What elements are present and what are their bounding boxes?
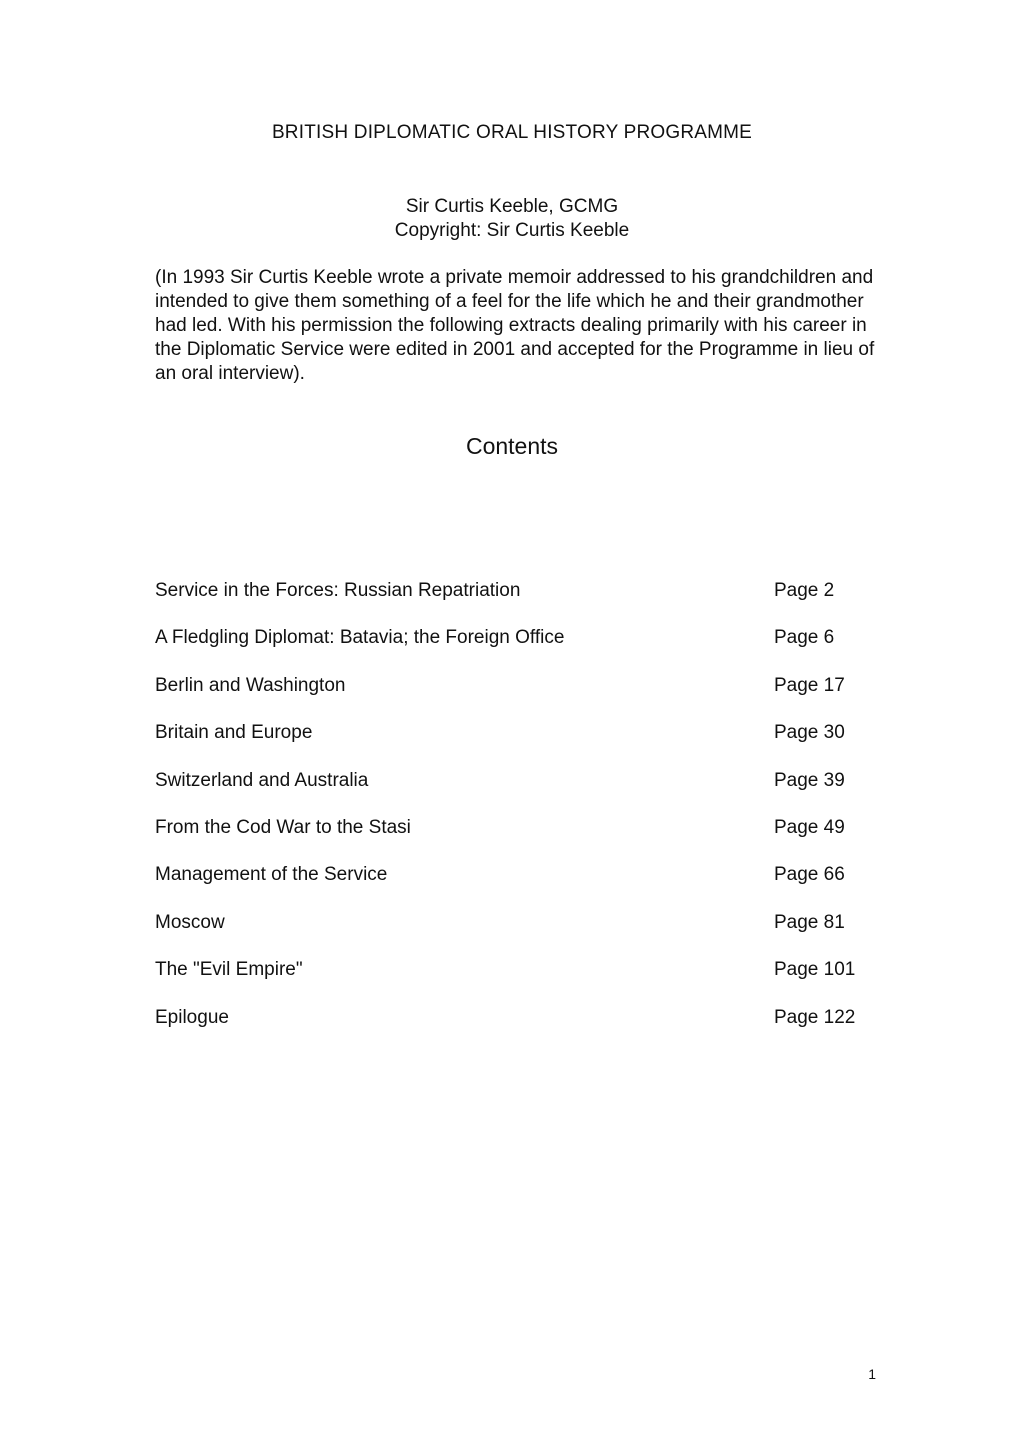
copyright-line: Copyright: Sir Curtis Keeble — [394, 220, 630, 241]
author-block — [0, 195, 1024, 243]
toc-item-title: The "Evil Empire" — [155, 959, 303, 981]
toc-item-title: Management of the Service — [155, 864, 388, 886]
toc-item-title: Service in the Forces: Russian Repatriation — [155, 580, 521, 601]
toc-item — [155, 909, 875, 956]
toc-item-page: Page 30 — [774, 722, 845, 744]
table-of-contents — [155, 577, 875, 1051]
toc-item — [155, 767, 875, 814]
toc-item-page: Page 17 — [774, 674, 845, 696]
toc-item-title: From the Cod War to the Stasi — [155, 816, 411, 838]
toc-item-page: Page 39 — [774, 769, 845, 791]
toc-item-title: Switzerland and Australia — [155, 769, 369, 791]
toc-item — [155, 956, 875, 1003]
toc-item-page: Page 122 — [774, 1006, 856, 1028]
toc-item-title: Epilogue — [155, 1006, 229, 1028]
toc-item-title: Britain and Europe — [155, 722, 313, 744]
programme-title: BRITISH DIPLOMATIC ORAL HISTORY PROGRAMME — [271, 122, 753, 143]
toc-item-title: Berlin and Washington — [155, 674, 346, 696]
toc-item-page: Page 66 — [774, 864, 845, 886]
toc-item-page: Page 101 — [774, 959, 856, 981]
author-name: Sir Curtis Keeble, GCMG — [405, 196, 619, 217]
toc-item — [155, 719, 875, 766]
toc-item-title: Moscow — [155, 911, 225, 933]
toc-item-page: Page 81 — [774, 911, 845, 933]
toc-item — [155, 1004, 875, 1051]
toc-item-page: Page 2 — [774, 580, 835, 601]
toc-item — [155, 672, 875, 719]
page-number: 1 — [868, 1366, 876, 1382]
toc-item — [155, 577, 875, 624]
toc-item-page: Page 49 — [774, 816, 845, 838]
toc-item-title: A Fledgling Diplomat: Batavia; the Foreign Office — [155, 627, 565, 649]
toc-item — [155, 814, 875, 861]
contents-heading: Contents — [465, 433, 559, 459]
intro-paragraph: (In 1993 Sir Curtis Keeble wrote a private memoir addressed to his grandchildren and intended to give them something of a feel for the life which he and their grandmother had led. With his permission the following extracts dealing primarily with his career in the Diplomatic Service were edited in 2001 and accepted for the Programme in lieu of an oral interview). — [155, 267, 875, 384]
toc-item — [155, 861, 875, 908]
toc-item — [155, 624, 875, 671]
toc-item-page: Page 6 — [774, 627, 835, 649]
